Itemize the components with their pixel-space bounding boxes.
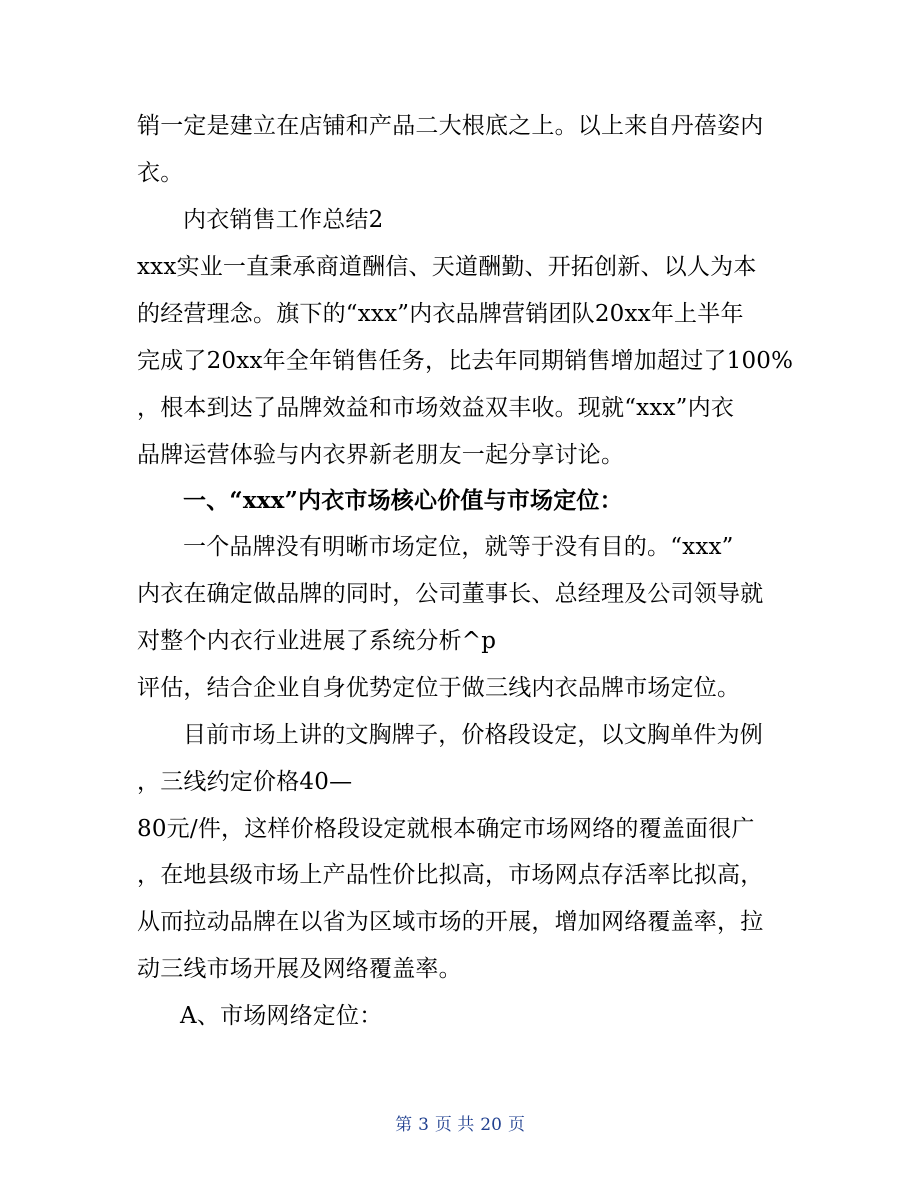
body-line: ，三线约定价格40— [137,769,353,795]
body-line: 对整个内衣行业进展了系统分析^p [137,628,497,654]
body-line: 完成了20xx年全年销售任务，比去年同期销售增加超过了100% [137,348,794,374]
body-line: 的经营理念。旗下的“xxx”内衣品牌营销团队20xx年上半年 [137,301,744,327]
body-line: 评估，结合企业自身优势定位于做三线内衣品牌市场定位。 [137,675,741,701]
body-line: xxx实业一直秉承商道酬信、天道酬勤、开拓创新、以人为本 [137,254,757,280]
body-line: 动三线市场开展及网络覆盖率。 [137,956,462,982]
body-line: 80元/件，这样价格段设定就根本确定市场网络的覆盖面很广 [137,816,755,842]
section-heading: 一、“xxx”内衣市场核心价值与市场定位： [183,487,623,514]
subsection-heading: A、市场网络定位： [180,1003,383,1029]
footer-current-page: 3 [418,1115,429,1135]
body-line: 从而拉动品牌在以省为区域市场的开展，增加网络覆盖率，拉 [137,909,764,935]
footer-prefix: 第 [395,1115,413,1135]
footer-total-pages: 20 [480,1115,502,1135]
body-line: 内衣在确定做品牌的同时，公司董事长、总经理及公司领导就 [137,581,764,607]
body-line: 品牌运营体验与内衣界新老朋友一起分享讨论。 [137,442,625,468]
footer-suffix: 页 [507,1115,525,1135]
body-line: 一个品牌没有明晰市场定位，就等于没有目的。“xxx” [183,534,734,560]
page-footer [0,1113,920,1137]
footer-middle: 页 共 [434,1115,475,1135]
body-line: 衣。 [137,160,184,186]
body-line: 目前市场上讲的文胸牌子，价格段设定，以文胸单件为例 [183,722,763,748]
body-line: ，根本到达了品牌效益和市场效益双丰收。现就“xxx”内衣 [137,395,735,421]
body-line: ，在地县级市场上产品性价比拟高，市场网点存活率比拟高， [137,862,764,888]
body-line: 销一定是建立在店铺和产品二大根底之上。以上来自丹蓓姿内 [137,113,764,139]
section-title: 内衣销售工作总结2 [183,207,384,233]
